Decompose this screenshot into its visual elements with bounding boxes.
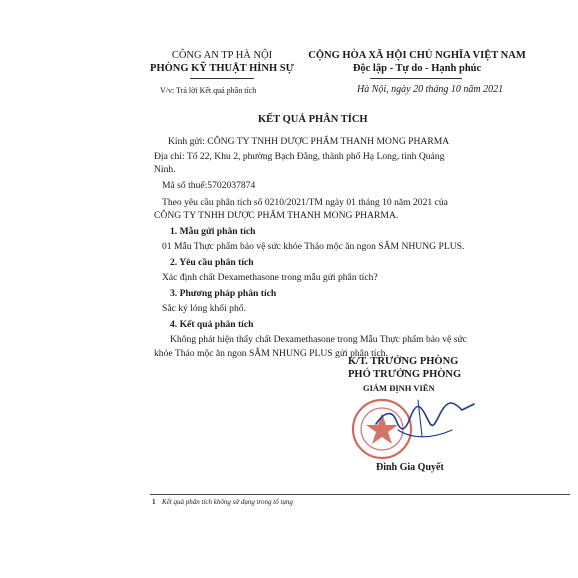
section-4-heading: 4. Kết quả phân tích [170,319,254,330]
document-date: Hà Nội, ngày 20 tháng 10 năm 2021 [357,84,504,95]
address-line-2: Ninh. [154,164,176,175]
section-1-heading: 1. Mẫu gửi phân tích [170,226,256,237]
address-line-1: Địa chỉ: Tổ 22, Khu 2, phường Bạch Đằng, thành phố Hạ Long, tỉnh Quảng [154,151,445,162]
signature-title-2: PHÓ TRƯỞNG PHÒNG [348,369,462,380]
section-1-text: 01 Mẫu Thực phẩm bảo vệ sức khỏe Thảo mộc ăn ngon SÂM NHUNG PLUS. [162,241,465,252]
signature-title-1: K/T. TRƯỞNG PHÒNG [348,356,459,367]
section-4-text-continued: khỏe Thảo mộc ăn ngon SÂM NHUNG PLUS gửi phân tích. [154,348,388,359]
header-left-rule [190,78,254,79]
header-right-rule [370,78,462,79]
request-line-1: Theo yêu cầu phân tích số 0210/2021/TM ngày 01 tháng 10 năm 2021 của [162,197,448,208]
section-3-heading: 3. Phương pháp phân tích [170,288,277,299]
signature-title-3: GIÁM ĐỊNH VIÊN [363,383,435,393]
document-title: KẾT QUẢ PHÂN TÍCH [258,114,368,125]
request-line-2: CÔNG TY TNHH DƯỢC PHẨM THANH MONG PHARMA. [154,210,399,221]
section-2-heading: 2. Yêu cầu phân tích [170,257,254,268]
national-motto: Độc lập - Tự do - Hạnh phúc [352,63,482,74]
country-name: CỘNG HÒA XÃ HỘI CHỦ NGHĨA VIỆT NAM [308,50,526,61]
recipient-line: Kính gửi: CÔNG TY TNHH DƯỢC PHẨM THANH MONG PHARMA [168,136,450,147]
handwritten-signature-icon [370,390,480,450]
department-name: PHÒNG KỸ THUẬT HÌNH SỰ [150,63,294,74]
footnote-text: Kết quả phân tích không sử dụng trong tố tụng [162,498,293,506]
footnote-rule [150,494,570,495]
section-3-text: Sắc ký lỏng khối phổ. [162,303,246,314]
agency-name: CÔNG AN TP HÀ NỘI [171,50,273,61]
tax-code: Mã số thuế:5702037874 [162,180,256,191]
subject-line: V/v: Trả lời Kết quả phân tích [160,86,257,95]
footnote-number: 1 [152,498,156,506]
signer-name: Đinh Gia Quyết [376,462,444,473]
section-4-text: Không phát hiện thấy chất Dexamethasone trong Mẫu Thực phẩm bảo vệ sức [170,334,467,345]
section-2-text: Xác định chất Dexamethasone trong mẫu gửi phân tích? [162,272,378,283]
